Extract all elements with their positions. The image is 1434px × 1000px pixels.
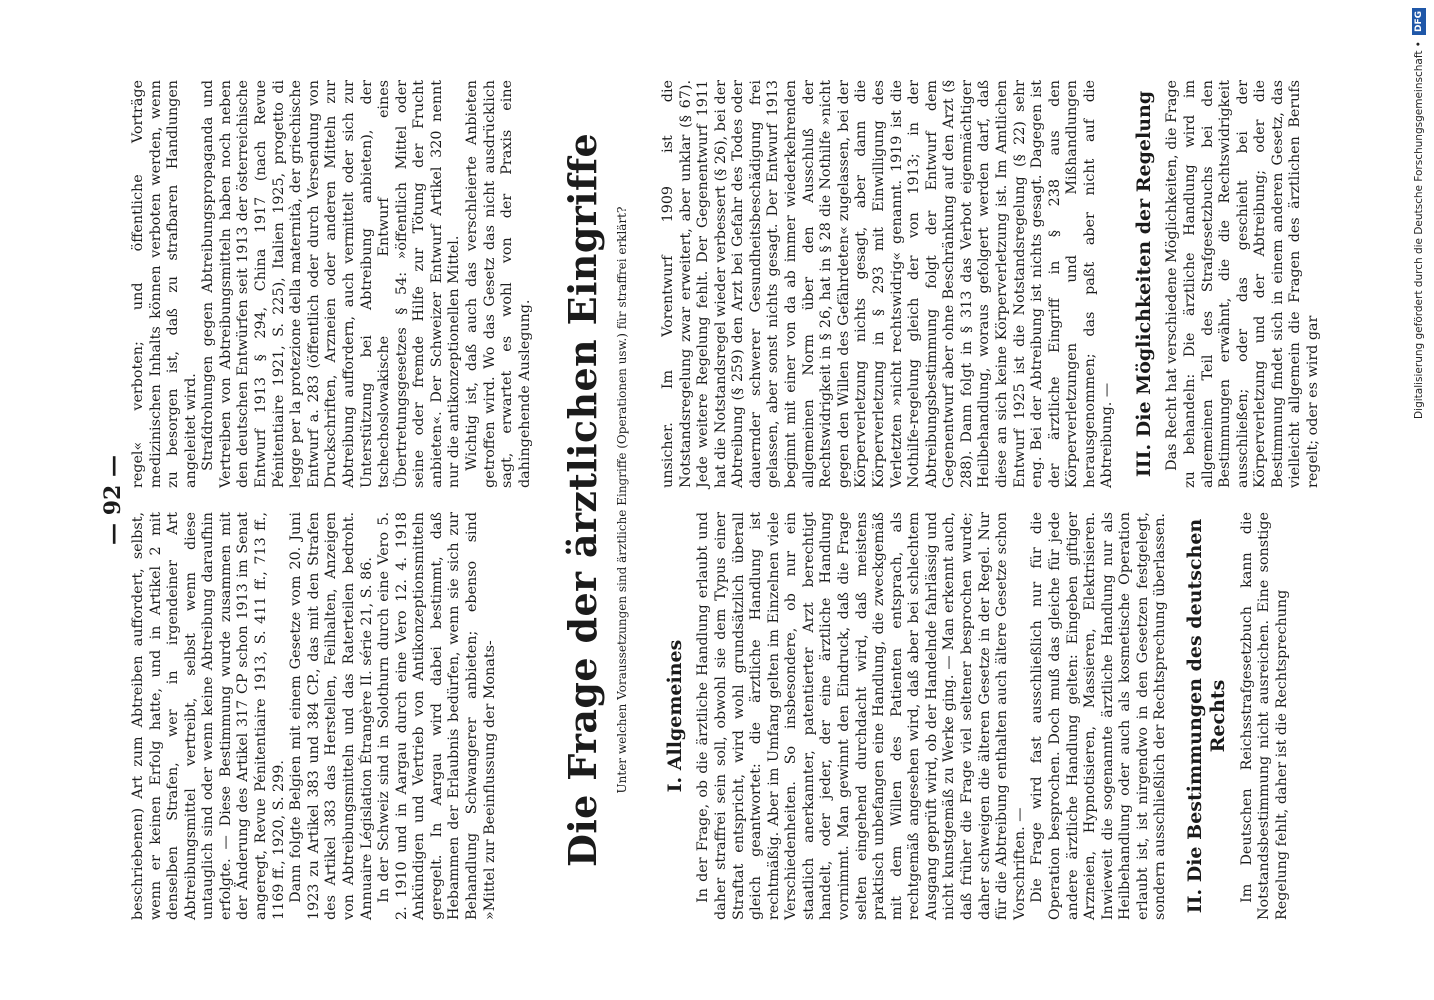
lower-left-column: [660, 512, 1291, 920]
digitization-stamp: [1408, 8, 1430, 992]
page-number: — 92 —: [100, 455, 126, 545]
section-heading-allgemeines: I. Allgemeines: [664, 639, 686, 793]
paragraph: regel« verboten; und öffentliche Vorträge medizinischen Inhalts können verboten werden, wenn zu besorgen ist, daß zu strafbaren Handlungen angeleitet wird.: [130, 80, 199, 488]
chapter-title-block: [560, 80, 629, 920]
upper-right-column: [130, 80, 534, 488]
paragraph: Strafdrohungen gegen Abtreibungspropaganda und Vertreiben von Abtreibungsmitteln haben noch neben den deutschen Entwürfen seit 1913 der österreichische Entwurf 1913 § 294, China 1917 (nach Revue Pénitentiaire 1921, S. 225), Italien 1925, progetto di legge per la protezione della maternità, der griechische Entwurf a. 283 (öffentlich oder durch Versendung von Druckschriften, Arzneien oder anderen Mitteln zur Abtreibung auffordern, auch vermittelt oder sich zur Unterstützung bei Abtreibung anbieten), der tschechoslowakische Entwurf eines Übertretungsgesetzes § 54: »öffentlich Mittel oder seine oder fremde Hilfe zur Tötung der Frucht anbieten«. Der Schweizer Entwurf Artikel 320 nennt nur die antikonzeptionellen Mittel.: [200, 80, 463, 488]
stamp-text: Digitalisierung gefördert durch die Deutsche Forschungsgemeinschaft •: [1413, 41, 1425, 419]
paragraph: unsicher. Im Vorentwurf 1909 ist die Notstandsregelung zwar erweitert, aber unklar (§ 67). Jede weitere Regelung fehlt. Der Gegenentwurf 1911 hat die Notstandsregel wieder verbessert (§ 26), bei der Abtreibung (§ 259) den Arzt bei Gefahr des Todes oder dauernder schwerer Gesundheitsbeschädigung frei gelassen, aber sonst nichts gesagt. Der Entwurf 1913 beginnt mit einer von da ab immer wiederkehrenden allgemeinen Norm über den Ausschluß der Rechtswidrigkeit in § 26, hat in § 28 die Nothilfe »nicht gegen den Willen des Gefährdeten« zugelassen, bei der Körperverletzung nichts gesagt, aber dann die Körperverletzung in § 293 mit Einwilligung des Verletzten »nicht rechtswidrig« genannt. 1919 ist die Nothilfe-regelung gleich der von 1913; in der Abtreibungsbestimmung folgt der Entwurf dem Gegenentwurf aber ohne Beschränkung auf den Arzt (§ 288). Dann folgt in § 313 das Verbot eigenmächtiger Heilbehandlung, woraus gefolgert werden darf, daß diese an sich keine Körperverletzung ist. Im Amtlichen Entwurf 1925 ist die Notstandsregelung (§ 22) sehr eng. Bei der Abtreibung ist nichts gesagt. Dagegen ist der ärztliche Eingriff in § 238 aus den Körperverletzungen und Mißhandlungen herausgenommen; das paßt aber nicht auf die Abtreibung. —: [660, 80, 1116, 488]
paragraph: In der Schweiz sind in Solothurn durch eine Vero 5. 2. 1910 und in Aargau durch eine Vero 12. 4. 1918 Ankündigen und Vertrieb von Antikonzeptionsmitteln geregelt. In Aargau wird dabei bestimmt, daß Hebammen der Erlaubnis bedürfen, wenn sie sich zur Behandlung Schwangerer anbieten; ebenso sind »Mittel zur Beeinflussung der Monats-: [376, 512, 498, 920]
upper-left-column: [130, 512, 499, 920]
chapter-title: Die Frage der ärztlichen Eingriffe: [560, 133, 605, 868]
paragraph: Die Frage wird fast ausschließlich nur für die Operation besprochen. Doch muß das gleiche für jede andere ärztliche Handlung gelten: Eingeben giftiger Arzneien, Hypnotisieren, Massieren, Elektrisieren. Inwieweit die sogenannte ärztliche Handlung nur als Heilbehandlung oder auch als kosmetische Operation erlaubt ist, ist nirgendwo in den Gesetzen festgelegt, sondern ausschließlich der Rechtsprechung überlassen.: [1029, 512, 1169, 920]
dfg-logo: DFG: [1412, 8, 1426, 35]
paragraph: Wichtig ist, daß auch das verschleierte Anbieten getroffen wird. Wo das Gesetz das nicht ausdrücklich sagt, erwartet es wohl von der Praxis eine dahingehende Auslegung.: [463, 80, 533, 488]
paragraph: In der Frage, ob die ärztliche Handlung erlaubt und daher straffrei sein soll, obwohl sie dem Typus einer Straftat entspricht, wird wohl grundsätzlich überall gleich geantwortet: die ärztliche Handlung ist rechtmäßig. Aber im Umfang gelten im Einzelnen viele Verschiedenheiten. So insbesondere, ob nur ein staatlich anerkannter, patentierter Arzt berechtigt handelt, oder jeder, der eine ärztliche Handlung vornimmt. Man gewinnt den Eindruck, daß die Frage selten eingehend durchdacht wird, daß meistens praktisch unbefangen eine Handlung, die zweckgemäß mit dem Willen des Patienten entsprach, als rechtgemäß angesehen wird, daß aber bei schlechtem Ausgang geprüft wird, ob der Handelnde fahrlässig und nicht kunstgemäß zu Werke ging. — Man erkennt auch, daß früher die Frage viel seltener besprochen wurde; daher schweigen die älteren Gesetze in der Regel. Nur für die Abtreibung enthalten auch ältere Gesetze schon Vorschriften. —: [695, 512, 1028, 920]
paragraph: beschriebenen) Art zum Abtreiben auffordert, selbst, wenn er keinen Erfolg hatte, und in Artikel 2 mit denselben Strafen, wer in irgendeiner Art Abtreibungsmittel vertreibt, selbst wenn diese untauglich sind oder wenn keine Abtreibung daraufhin erfolgte. — Diese Bestimmung wurde zusammen mit der Änderung des Artikel 317 CP schon 1913 im Senat angeregt, Revue Pénitentiaire 1913, S. 411 ff., 713 ff., 1169 ff., 1920, S. 299.: [130, 512, 287, 920]
upper-text-section: [130, 80, 540, 920]
lower-text-section: [660, 80, 1434, 920]
paragraph: Dann folgte Belgien mit einem Gesetze vom 20. Juni 1923 zu Artikel 383 und 384 CP., das mit den Strafen des Artikel 383 das Herstellen, Feilhalten, Anzeigen von Abtreibungsmitteln und das Raterteilen bedroht. Annuaire Législation Étrangère II. série 21, S. 86.: [288, 512, 375, 920]
lower-right-column: [660, 80, 1323, 488]
section-heading-moeglichkeiten: III. Die Möglichkeiten der Regelung: [1133, 90, 1156, 478]
paragraph: Das Recht hat verschiedene Möglichkeiten, die Frage zu behandeln: Die ärztliche Handlung wird im allgemeinen Teil des Strafgesetzbuchs bei den Bestimmungen erwähnt, die die Rechtswidrigkeit ausschließen; oder das geschieht bei der Körperverletzung und der Abtreibung; oder die Bestimmung findet sich in einem anderen Gesetz, das vielleicht allgemein die Fragen des ärztlichen Berufs regelt; oder es wird gar: [1164, 80, 1322, 488]
section-heading-bestimmungen: II. Die Bestimmungen des deutschen Rechts: [1183, 518, 1230, 914]
chapter-subtitle: Unter welchen Voraussetzungen sind ärztliche Eingriffe (Operationen usw.) für straffrei erklärt?: [615, 206, 629, 794]
digitization-stamp-text: [1408, 8, 1430, 992]
paragraph: Im Deutschen Reichsstrafgesetzbuch kann die Notstandsbestimmung nicht ausreichen. Eine sonstige Regelung fehlt, daher ist die Rechtsprechung: [1238, 512, 1290, 920]
